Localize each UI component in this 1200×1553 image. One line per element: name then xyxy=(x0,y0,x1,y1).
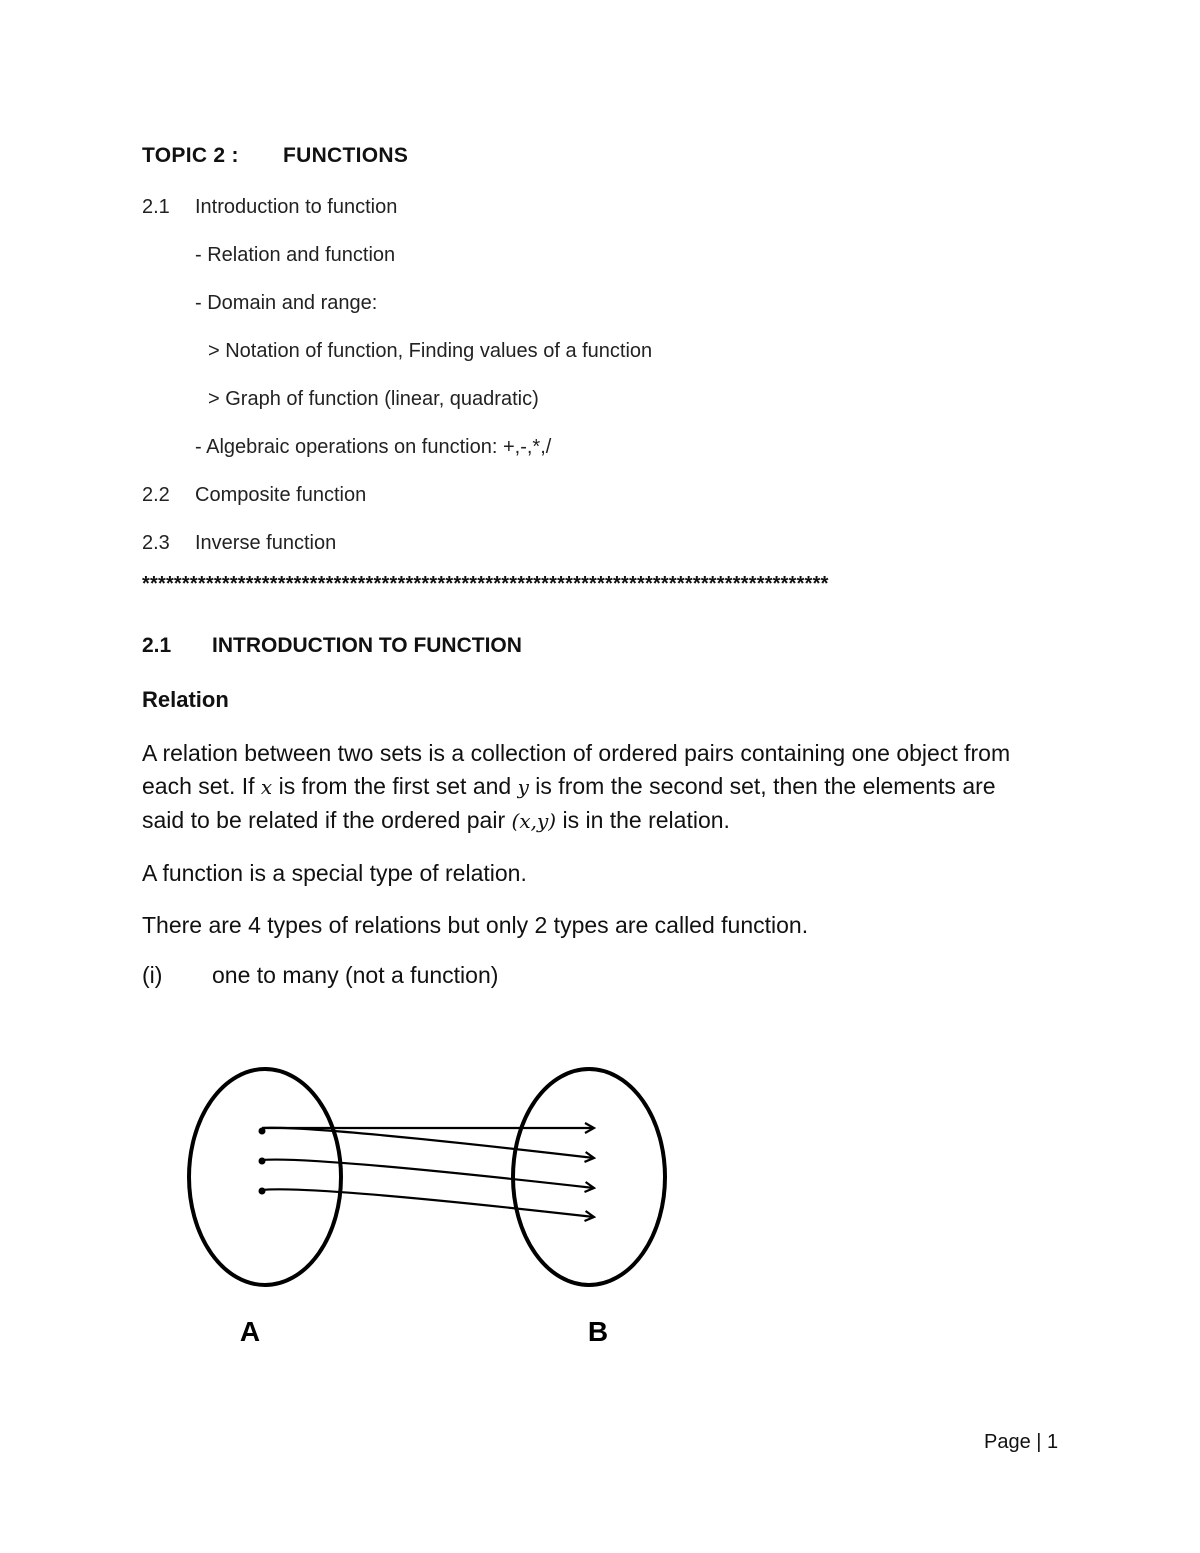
math-variable-x: x xyxy=(260,775,273,799)
text-run: is from the second set, then the elements are said to be related if the ordered pair xyxy=(142,773,996,833)
text-run: A relation between two sets is a collection of ordered pairs containing one object from each set. If xyxy=(142,740,1011,799)
set-a-point xyxy=(259,1188,266,1195)
set-a-point xyxy=(259,1158,266,1165)
mapping-arrow xyxy=(262,1160,594,1188)
item-text: one to many (not a function) xyxy=(212,962,499,988)
section-title: INTRODUCTION TO FUNCTION xyxy=(212,634,522,657)
text-run: is in the relation. xyxy=(556,807,730,833)
topic-title: FUNCTIONS xyxy=(283,144,409,167)
function-sentence: A function is a special type of relation. xyxy=(142,860,527,886)
toc-text: - Relation and function xyxy=(195,244,396,266)
math-ordered-pair: (x,y) xyxy=(511,809,557,833)
toc-text: Inverse function xyxy=(195,532,337,554)
types-sentence: There are 4 types of relations but only 2 types are called function. xyxy=(142,912,809,938)
toc-text: - Algebraic operations on function: +,-,*,/ xyxy=(195,436,552,458)
toc-number: 2.3 xyxy=(142,532,170,554)
set-b-ellipse xyxy=(513,1069,665,1285)
toc-text: > Notation of function, Finding values of a function xyxy=(208,340,653,362)
separator-line: ************************************************************************************** xyxy=(142,573,829,595)
toc-text: Introduction to function xyxy=(195,196,398,218)
toc-text: - Domain and range: xyxy=(195,292,378,314)
item-label: (i) xyxy=(142,962,163,988)
toc-text: > Graph of function (linear, quadratic) xyxy=(208,388,539,410)
topic-label: TOPIC 2 : xyxy=(142,144,239,167)
set-a-ellipse xyxy=(189,1069,341,1285)
set-a-label: A xyxy=(239,1316,261,1347)
toc-text: Composite function xyxy=(195,484,367,506)
toc-number: 2.2 xyxy=(142,484,170,506)
toc-number: 2.1 xyxy=(142,196,170,218)
set-b-label: B xyxy=(587,1316,609,1347)
math-variable-y: y xyxy=(517,775,529,799)
mapping-arrow xyxy=(262,1128,594,1158)
subheading-relation: Relation xyxy=(142,687,229,712)
page-number: Page | 1 xyxy=(984,1431,1059,1453)
mapping-arrow xyxy=(262,1189,594,1217)
section-number: 2.1 xyxy=(142,634,172,657)
text-run: is from the first set and xyxy=(272,773,518,799)
